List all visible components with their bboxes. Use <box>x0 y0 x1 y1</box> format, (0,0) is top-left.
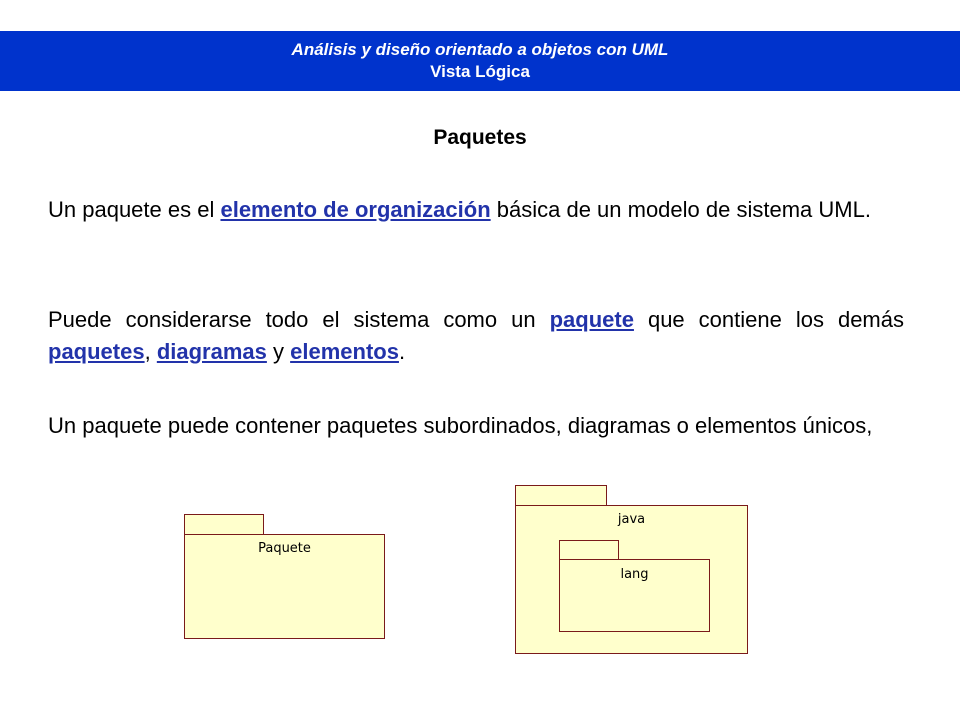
package-label-lang: lang <box>620 567 649 582</box>
text-segment: Puede considerarse todo el sistema como un <box>48 307 550 332</box>
package-tab <box>515 485 607 506</box>
paragraph-contents: Un paquete puede contener paquetes subordinados, diagramas o elementos únicos, <box>48 413 873 438</box>
slide-header-banner <box>0 31 960 91</box>
text-segment: Un paquete es el <box>48 197 221 222</box>
header-title: Análisis y diseño orientado a objetos con UML <box>291 40 669 59</box>
text-segment: . <box>398 339 406 364</box>
text-segment: básica de un modelo de sistema UML. <box>490 197 871 222</box>
text-segment: y <box>266 339 291 364</box>
package-label-java: java <box>617 512 646 527</box>
link-paquetes[interactable]: paquetes <box>48 339 145 364</box>
link-diagramas[interactable]: diagramas <box>156 339 267 364</box>
paragraph-system <box>48 304 904 368</box>
slide-title: Paquetes <box>433 126 527 149</box>
header-subtitle: Vista Lógica <box>430 62 530 81</box>
package-tab <box>184 514 264 535</box>
package-tab <box>559 540 619 560</box>
text-segment: , <box>144 339 157 364</box>
link-elementos[interactable]: elementos <box>290 339 399 364</box>
package-label-paquete: Paquete <box>258 541 311 556</box>
text-segment: que contiene los demás <box>633 307 904 332</box>
paragraph-definition <box>48 194 904 226</box>
link-paquete[interactable]: paquete <box>549 307 634 332</box>
link-elemento-organizacion[interactable]: elemento de organización <box>220 197 491 222</box>
